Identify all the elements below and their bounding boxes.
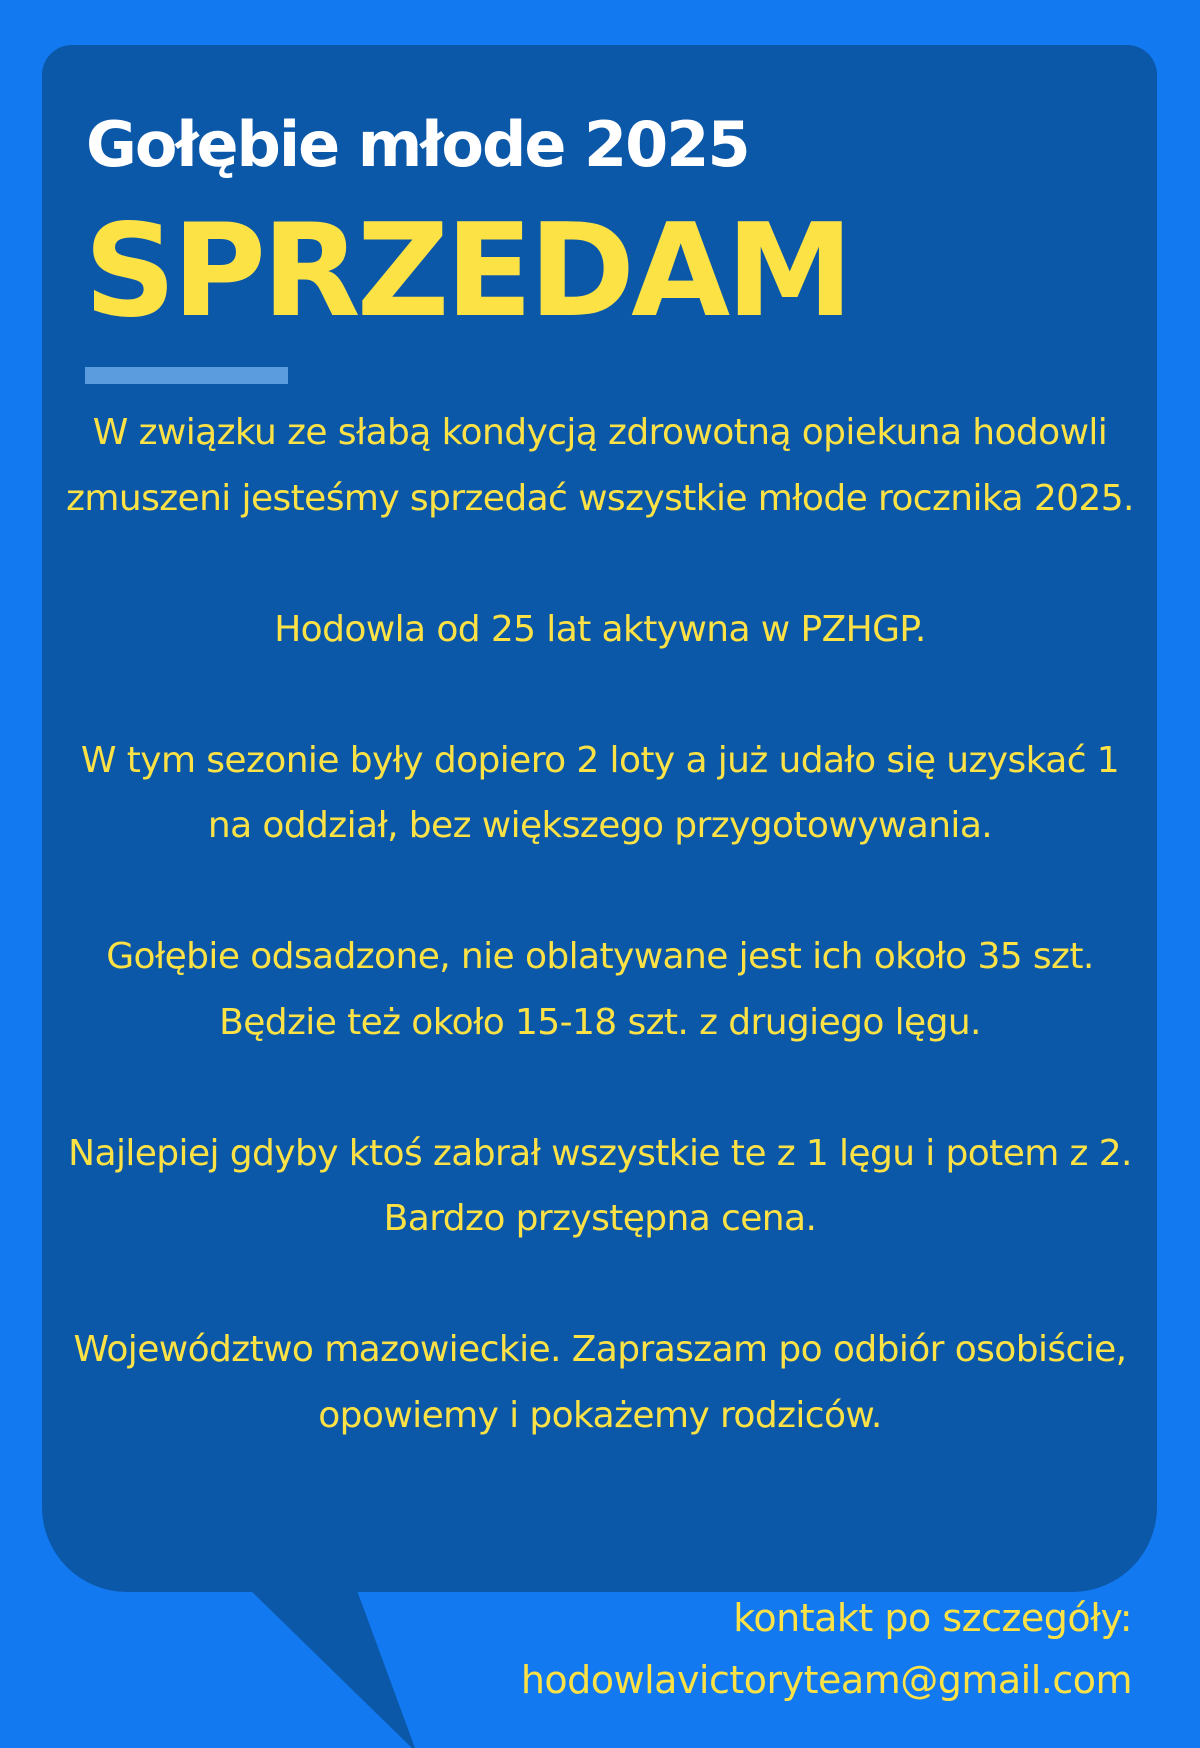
- contact-email[interactable]: hodowlavictoryteam@gmail.com: [520, 1658, 1132, 1702]
- title-divider: [85, 367, 288, 384]
- paragraph-quantity: Gołębie odsadzone, nie oblatywane jest ich około 35 szt. Będzie też około 15-18 szt. z drugiego lęgu.: [106, 936, 1094, 1043]
- paragraph-price: Najlepiej gdyby ktoś zabrał wszystkie te z 1 lęgu i potem z 2. Bardzo przystępna cena.: [68, 1132, 1132, 1239]
- announcement-body: [62, 400, 1138, 1448]
- paragraph-breeding-history: Hodowla od 25 lat aktywna w PZHGP.: [274, 608, 926, 650]
- paragraph-location: Województwo mazowieckie. Zapraszam po odbiór osobiście, opowiemy i pokażemy rodziców.: [73, 1329, 1127, 1436]
- paragraph-season-results: W tym sezonie były dopiero 2 loty a już udało się uzyskać 1 na oddział, bez większego przygotowywania.: [80, 739, 1120, 846]
- contact-block: [521, 1587, 1132, 1711]
- subtitle: Gołębie młode 2025: [86, 108, 749, 181]
- page-title: SPRZEDAM: [84, 197, 850, 346]
- paragraph-health: W związku ze słabą kondycją zdrowotną opiekuna hodowli zmuszeni jesteśmy sprzedać wszystkie młode rocznika 2025.: [66, 412, 1134, 519]
- contact-label: kontakt po szczegóły:: [733, 1596, 1132, 1640]
